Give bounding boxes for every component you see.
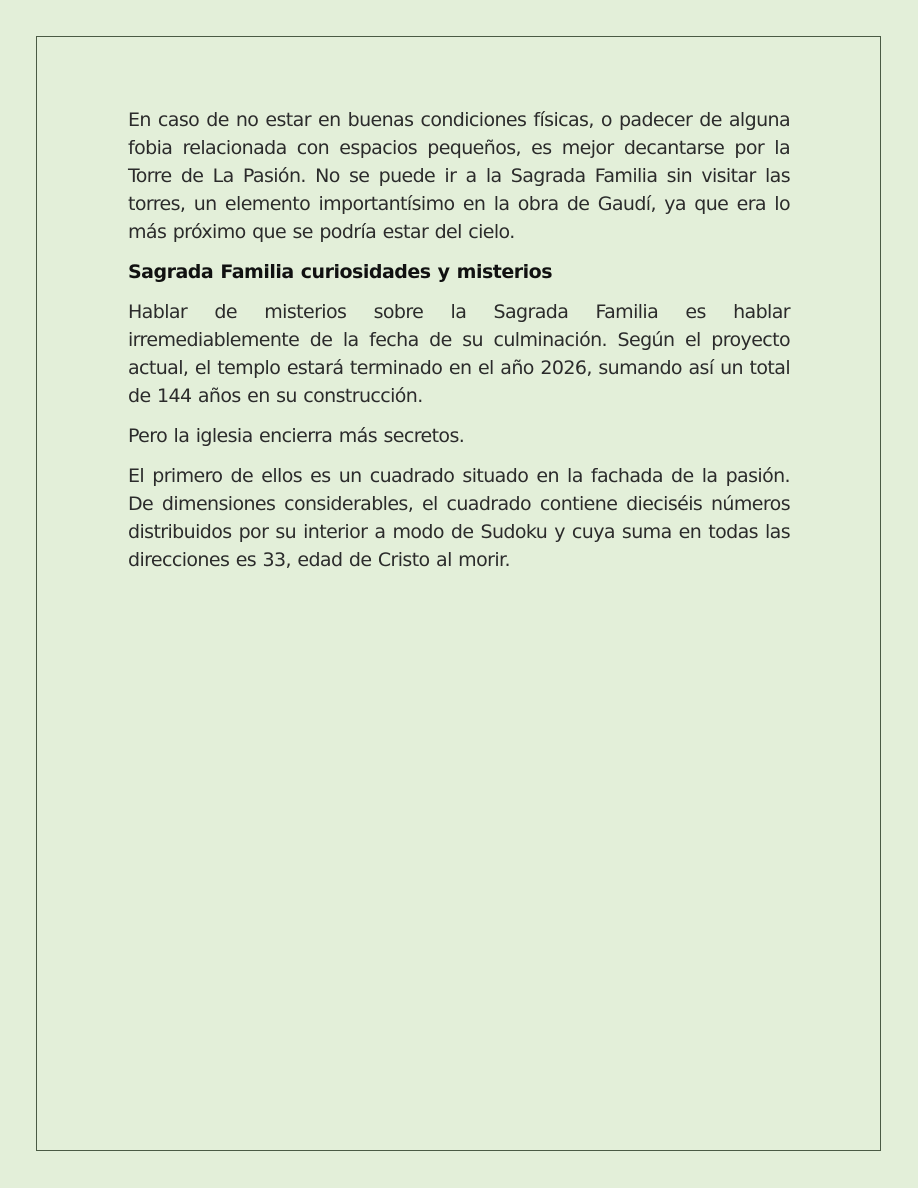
paragraph-misterios: Hablar de misterios sobre la Sagrada Familia es hablar irremediablemente de la fecha de su culminación. Según el proyecto actual, el templo estará terminado en el año 2026, sumando así un total de 144 años en su construcción. [128, 301, 790, 407]
paragraph-secretos: Pero la iglesia encierra más secretos. [128, 425, 465, 447]
paragraph-cuadrado: El primero de ellos es un cuadrado situado en la fachada de la pasión. De dimensiones considerables, el cuadrado contiene dieciséis números distribuidos por su interior a modo de Sudoku y cuya suma en todas las direcciones es 33, edad de Cristo al morir. [128, 465, 790, 571]
paragraph-torre-pasion: En caso de no estar en buenas condiciones físicas, o padecer de alguna fobia relacionada con espacios pequeños, es mejor decantarse por la Torre de La Pasión. No se puede ir a la Sagrada Familia sin visitar las torres, un elemento importantísimo en la obra de Gaudí, ya que era lo más próximo que se podría estar del cielo. [128, 109, 790, 243]
section-heading: Sagrada Familia curiosidades y misterios [128, 261, 553, 283]
document-body [128, 106, 790, 586]
